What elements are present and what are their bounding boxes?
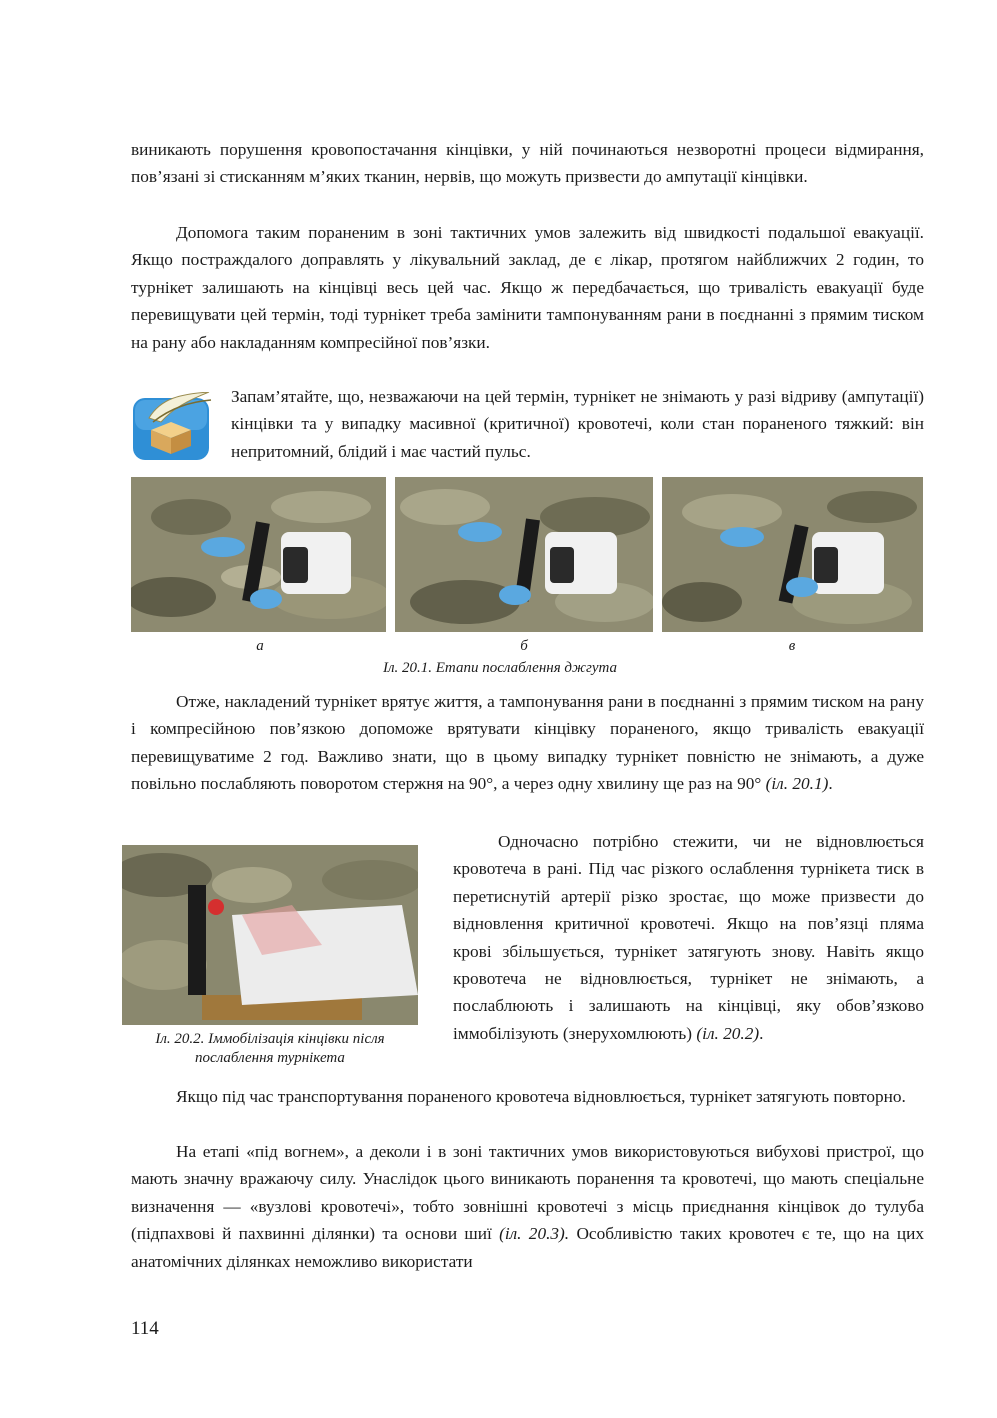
paragraph-6 bbox=[131, 1138, 924, 1275]
paragraph-6-text: На етапі «під вогнем», а деколи і в зоні тактичних умов використовуються вибухові пристрої, що мають значну вражаючу силу. Унаслідок цього виникають поранення та кровотечі, що мають спеціальне визначення — «вузлові кровотечі», тобто зовнішні кровотечі з місць приєднання кінцівок до тулуба (підпахвові й пахвинні ділянки) та основи шиї bbox=[131, 1142, 924, 1244]
paragraph-2: Допомога таким пораненим в зоні тактичних умов залежить від швидкості подальшої евакуації. Якщо постраждалого доправлять у лікувальний заклад, де є лікар, протягом найближчих 2 годин, то турнікет залишають на кінцівці весь цей час. Якщо ж передбачається, що тривалість евакуації буде перевищувати цей термін, тоді турнікет треба замінити тампонуванням рани в поєднанні з прямим тиском на рану або накладанням компресійної пов’язки. bbox=[131, 223, 924, 352]
remember-note-text: Запам’ятайте, що, незважаючи на цей термін, турнікет не знімають у разі відриву (ампутації) кінцівки та у випадку масивної (критичної) кровотечі, коли стан пораненого тяжкий: він непритомний, блідий і має частий пульс. bbox=[231, 387, 924, 461]
paragraph-1: виникають порушення кровопостачання кінцівки, у ній починаються незворотні процеси відмирання, пов’язані зі стисканням м’яких тканин, нервів, що можуть призвести до ампутації кінцівки. bbox=[131, 140, 924, 187]
paragraph-6-figure-ref: (іл. 20.3). bbox=[499, 1224, 570, 1244]
paragraph-3-text: Отже, накладений турнікет врятує життя, а тампонування рани в поєднанні з прямим тиском на рану і компресійною пов’язкою допоможе врятувати кінцівку пораненого, якщо тривалість евакуації перевищуватиме 2 год. Важливо знати, що в цьому випадку турнікет повністю не знімають, а дуже повільно послабляють поворотом стержня на 90°, а через одну хвилину ще раз на 90° bbox=[131, 692, 924, 794]
figure-20-1-label-b: б bbox=[520, 638, 528, 654]
paragraph-4 bbox=[453, 828, 924, 1047]
paragraph-4-text: Одночасно потрібно стежити, чи не відновлюється кровотеча в рані. Під час різкого ослаблення турнікета тиск в перетиснутій артерії різко зростає, що може призвести до відновлення критичної кровотечі. Якщо на пов’язці пляма крові збільшується, турнікет затягують знову. Навіть якщо кровотеча не відновлюється, турнікет не знімають, а послаблюють і залишають на кінцівці, яку обов’язково іммобілізують (знерухомлюють) bbox=[453, 832, 924, 1043]
figure-20-2-caption-line1: Іл. 20.2. Іммобілізація кінцівки після bbox=[155, 1031, 385, 1047]
remember-note-icon bbox=[131, 392, 213, 462]
page-number: 114 bbox=[131, 1318, 159, 1339]
paragraph-3 bbox=[131, 688, 924, 798]
paragraph-3-figure-ref: (іл. 20.1) bbox=[765, 774, 829, 794]
figure-20-2-photo bbox=[122, 845, 418, 1025]
figure-20-1-label-c: в bbox=[788, 638, 796, 654]
paragraph-5: Якщо під час транспортування пораненого кровотеча відновлюється, турнікет затягують повторно. bbox=[176, 1087, 906, 1106]
figure-20-2-caption-line2: послаблення турнікета bbox=[195, 1050, 345, 1066]
figure-20-1-photo-b bbox=[395, 477, 653, 632]
paragraph-4-figure-ref: (іл. 20.2) bbox=[696, 1023, 760, 1043]
paragraph-6-continuation: Особливістю таких кровотеч є те, що на цих анатомічних ділянках неможливо використати bbox=[131, 1224, 924, 1271]
figure-20-1-photo-a bbox=[131, 477, 386, 632]
paragraph-4-end: . bbox=[759, 1023, 764, 1043]
figure-20-1-caption: Іл. 20.1. Етапи послаблення джгута bbox=[382, 660, 617, 676]
figure-20-1-label-a: а bbox=[256, 638, 264, 654]
figure-20-1-photo-c bbox=[662, 477, 923, 632]
paragraph-3-end: . bbox=[828, 774, 833, 794]
